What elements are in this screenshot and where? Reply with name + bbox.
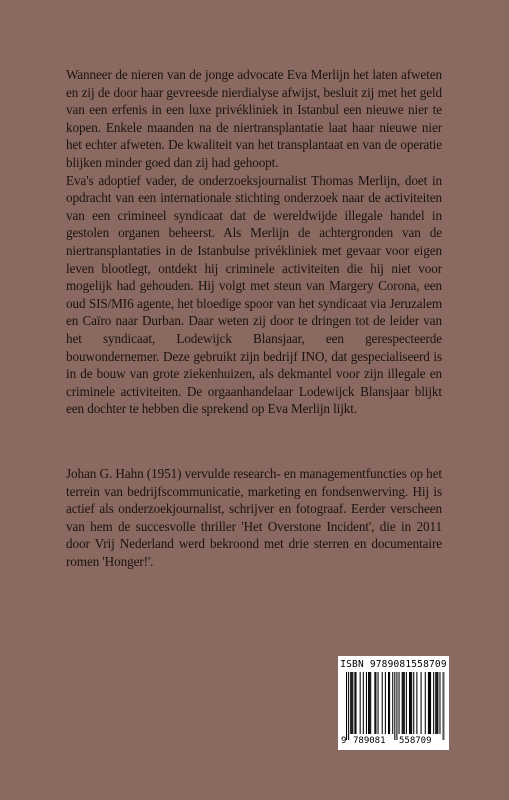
barcode-bar — [439, 672, 440, 734]
barcode-bar — [378, 672, 379, 734]
barcode-bar — [402, 672, 403, 734]
barcode-bar — [350, 672, 351, 734]
barcode-bar — [388, 672, 389, 734]
author-bio-paragraph: Johan G. Hahn (1951) vervulde research- en managementfuncties op het terrein van bedrijfscommunicatie, marketing en fondsenwerving. Hij is actief als onderzoekjournalist, schrijver en fotograaf. Eerder verscheen van hem de succesvolle thriller 'Het Overstone Incident', die in 2011 door Vrij Nederland werd bekroond met drie sterren en documentaire romen 'Honger!'. — [66, 466, 442, 569]
author-bio — [66, 465, 442, 571]
barcode-bar — [355, 672, 356, 734]
barcode-bar — [428, 672, 429, 734]
barcode-bar — [437, 672, 438, 734]
barcode-bar — [363, 672, 364, 734]
barcode-bar — [352, 672, 353, 734]
barcode-bar — [370, 672, 371, 734]
isbn-barcode — [338, 656, 449, 750]
barcode-bar — [403, 672, 404, 734]
barcode-bar — [389, 672, 390, 734]
synopsis-paragraph-1: Wanneer de nieren van de jonge advocate Eva Merlijn het laten afweten en zij de door haar gevreesde nierdialyse afwijst, besluit zij met het geld van een erfenis in een luxe privékliniek in Istanbul een nieuwe nier te kopen. Enkele maanden na de niertransplantatie laat haar nieuwe nier het echter afweten. De kwaliteit van het transplantaat en van de operatie blijken minder goed dan zij had gehoopt. — [66, 67, 442, 170]
synopsis-paragraph-2: Eva's adoptief vader, de onderzoeksjournalist Thomas Merlijn, doet in opdracht van een internationale stichting onderzoek naar de activiteiten van een crimineel syndicaat dat de wereldwijde illegale handel in gestolen organen beheerst. Als Merlijn de achtergronden van de niertransplantaties in de Istanbulse privékliniek met gevaar voor eigen leven blootlegt, ontdekt hij criminele activiteiten die hij niet voor mogelijk had gehouden. Hij volgt met steun van Margery Corona, een oud SIS/MI6 agente, het bloedige spoor van het syndicaat via Jeruzalem en Caïro naar Durban. Daar weten zij door te dringen tot de leider van het syndicaat, Lodewijck Blansjaar, een gerespecteerde bouwondernemer. Deze gebruikt zijn bedrijf INO, dat gespecialiseerd is in de bouw van grote ziekenhuizen, als dekmantel voor zijn illegale en criminele activiteiten. De orgaanhandelaar Lodewijck Blansjaar blijkt een dochter te hebben die sprekend op Eva Merlijn lijkt. — [66, 172, 442, 417]
barcode-bar — [369, 672, 370, 734]
barcode-bar — [421, 672, 422, 734]
barcode-bars — [342, 672, 445, 740]
barcode-bar — [404, 672, 405, 734]
barcode-bar — [416, 672, 417, 734]
barcode-bar — [435, 672, 436, 734]
barcode-bar — [409, 672, 410, 734]
barcode-bar — [433, 672, 434, 734]
barcode-bar — [385, 672, 386, 734]
barcode-bar — [374, 672, 375, 734]
barcode-bar — [348, 672, 349, 740]
barcode-bar — [392, 672, 393, 734]
synopsis-text — [66, 66, 442, 418]
barcode-bar — [411, 672, 412, 734]
barcode-bar — [406, 672, 407, 734]
barcode-bar — [436, 672, 437, 734]
barcode-bar — [368, 672, 369, 734]
barcode-bar — [360, 672, 361, 734]
barcode-bar — [430, 672, 431, 734]
barcode-digit-first: 9 — [341, 736, 347, 746]
barcode-bar — [394, 672, 395, 740]
isbn-label: ISBN 9789081558709 — [340, 659, 447, 670]
barcode-bar — [396, 672, 397, 740]
barcode-bar — [346, 672, 347, 740]
barcode-bar — [354, 672, 355, 734]
barcode-bar — [410, 672, 411, 734]
barcode-bar — [443, 672, 444, 740]
barcode-digit-left-group: 789081 — [353, 736, 386, 746]
barcode-bar — [382, 672, 383, 734]
barcode-bar — [399, 672, 400, 734]
barcode-bar — [425, 672, 426, 734]
barcode-bar — [429, 672, 430, 734]
barcode-bar — [351, 672, 352, 734]
barcode-bar — [375, 672, 376, 734]
barcode-bar — [413, 672, 414, 734]
barcode-digit-right-group: 558709 — [399, 736, 432, 746]
barcode-bar — [366, 672, 367, 734]
